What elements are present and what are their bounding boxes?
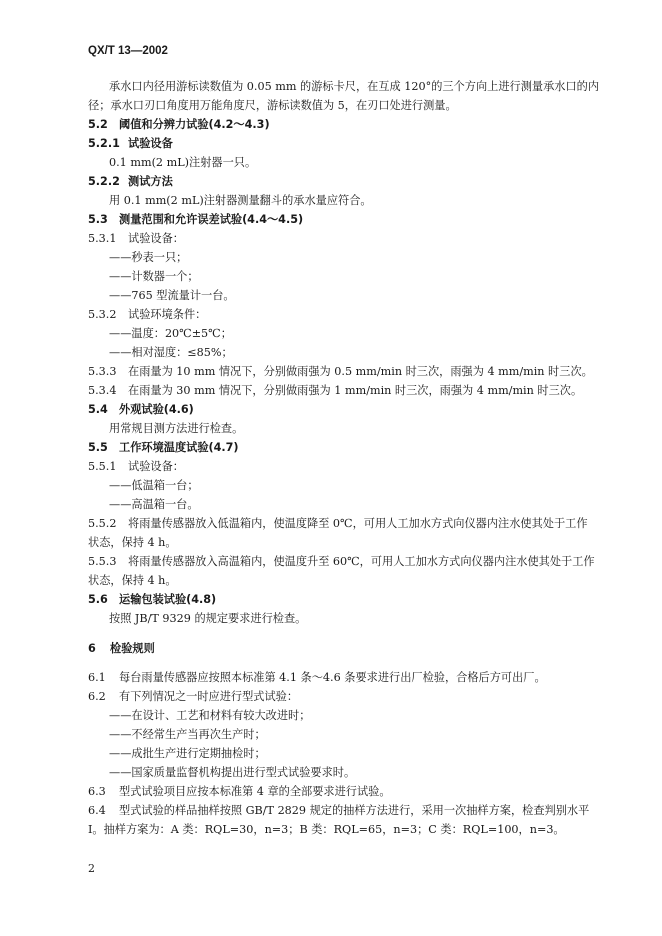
clause-number: 6.1 [88,671,106,684]
paragraph-line: 按照 JB/T 9329 的规定要求进行检查。 [109,612,307,625]
section-heading-5-2-1 [88,135,173,153]
section-number: 5.3 [88,213,108,226]
clause-number: 6.4 [88,804,106,817]
clause-number: 5.3.1 [88,232,117,245]
paragraph-line: 用 0.1 mm(2 mL)注射器测量翻斗的承水量应符合。 [109,194,372,207]
list-item: ——高温箱一台。 [109,498,199,511]
clause-text: 在雨量为 10 mm 情况下，分别做雨强为 0.5 mm/min 时三次，雨强为 4 mm/min 时三次。 [128,365,593,378]
clause-text: 有下列情况之一时应进行型式试验： [119,690,299,703]
paragraph-line: 承水口内径用游标读数值为 0.05 mm 的游标卡尺，在互成 120°的三个方向上进行测量承水口的内 [109,80,600,93]
clause-text: 试验环境条件： [128,308,207,321]
section-title: 测试方法 [128,175,173,188]
section-number: 5.5 [88,441,108,454]
paragraph-line: 状态，保持 4 h。 [88,574,177,587]
section-title: 试验设备 [128,137,173,150]
list-item: ——国家质量监督机构提出进行型式试验要求时。 [109,766,356,779]
clause-text: 在雨量为 30 mm 情况下，分别做雨强为 1 mm/min 时三次，雨强为 4 mm/min 时三次。 [128,384,583,397]
section-number: 5.2.1 [88,137,120,150]
list-item: ——成批生产进行定期抽检时； [109,747,266,760]
list-item: ——765 型流量计一台。 [109,289,235,302]
list-item: ——秒表一只； [109,251,188,264]
clause-6-1 [88,669,546,687]
list-item: ——低温箱一台； [109,479,199,492]
clause-number: 5.3.2 [88,308,117,321]
list-item: ——在设计、工艺和材料有较大改进时； [109,709,311,722]
clause-number: 6.2 [88,690,106,703]
section-heading-5-6 [88,591,216,609]
list-item: ——不经常生产当再次生产时； [109,728,266,741]
paragraph-line: 径；承水口刃口角度用万能角度尺，游标读数值为 5，在刃口处进行测量。 [88,99,457,112]
section-number: 5.6 [88,593,108,606]
clause-6-3 [88,783,391,801]
clause-text: 试验设备： [128,460,184,473]
section-title: 阈值和分辨力试验(4.2～4.3) [119,118,270,131]
clause-6-2 [88,688,298,706]
section-title: 工作环境温度试验(4.7) [119,441,239,454]
section-title: 外观试验(4.6) [119,403,194,416]
list-item: ——温度：20℃±5℃； [109,327,232,340]
section-title: 运输包装试验(4.8) [119,593,217,606]
clause-text: 将雨量传感器放入低温箱内，使温度降至 0℃，可用人工加水方式向仪器内注水使其处于工作 [128,517,588,530]
section-heading-5-3 [88,211,303,229]
clause-text: 每台雨量传感器应按照本标准第 4.1 条～4.6 条要求进行出厂检验，合格后方可出厂。 [119,671,546,684]
clause-5-5-1 [88,458,184,476]
paragraph-line: 用常规目测方法进行检查。 [109,422,244,435]
paragraph-line: Ⅰ。抽样方案为：A 类：RQL=30，n=3；B 类：RQL=65，n=3；C 类：RQL=100，n=3。 [88,823,565,836]
clause-text: 型式试验项目应按本标准第 4 章的全部要求进行试验。 [119,785,391,798]
standard-code: QX/T 13—2002 [88,45,168,57]
clause-number: 6.3 [88,785,106,798]
section-heading-5-4 [88,401,194,419]
page-number: 2 [88,862,95,875]
section-number: 5.2 [88,118,108,131]
clause-text: 型式试验的样品抽样按照 GB/T 2829 规定的抽样方法进行，采用一次抽样方案，检查判别水平 [119,804,590,817]
section-heading-5-2 [88,116,270,134]
section-title: 测量范围和允许误差试验(4.4～4.5) [119,213,304,226]
clause-5-3-2 [88,306,206,324]
clause-number: 5.5.3 [88,555,117,568]
section-heading-5-2-2 [88,173,173,191]
section-heading-5-5 [88,439,239,457]
clause-number: 5.5.2 [88,517,117,530]
clause-5-5-3 [88,553,595,571]
clause-5-3-3 [88,363,593,381]
paragraph-line: 0.1 mm(2 mL)注射器一只。 [109,156,257,169]
list-item: ——计数器一个； [109,270,199,283]
clause-text: 试验设备： [128,232,184,245]
section-heading-6 [88,640,155,658]
clause-number: 5.5.1 [88,460,117,473]
clause-5-3-1 [88,230,184,248]
list-item: ——相对湿度：≤85%； [109,346,233,359]
clause-number: 5.3.4 [88,384,117,397]
clause-number: 5.3.3 [88,365,117,378]
section-number: 5.2.2 [88,175,120,188]
clause-5-3-4 [88,382,582,400]
clause-5-5-2 [88,515,588,533]
clause-text: 将雨量传感器放入高温箱内，使温度升至 60℃，可用人工加水方式向仪器内注水使其处于工作 [128,555,595,568]
section-title: 检验规则 [110,642,155,655]
clause-6-4 [88,802,589,820]
paragraph-line: 状态，保持 4 h。 [88,536,177,549]
section-number: 6 [88,642,96,655]
section-number: 5.4 [88,403,108,416]
